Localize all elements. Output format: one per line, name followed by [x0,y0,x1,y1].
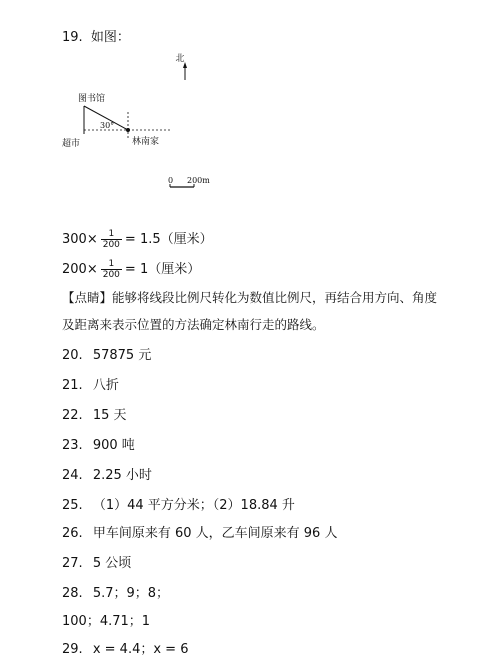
calc1-result: = 1.5（厘米） [124,232,213,247]
answer-number: 29. [62,642,83,657]
answer-text: 甲车间原来有 60 人，乙车间原来有 96 人 [92,526,338,541]
fraction-denominator: 200 [102,240,120,250]
answer-text: x = 4.4；x = 6 [92,642,189,657]
question-19-header [62,26,130,45]
answer-row [62,552,131,571]
library-label: 图书馆 [78,94,106,104]
home-label: 林南家 [132,137,160,147]
answer-number: 22. [62,408,83,423]
answer-row [62,494,295,513]
comment-line-1 [62,284,462,311]
calc2-result: = 1（厘米） [124,262,201,277]
answer-text: 15 天 [92,408,127,423]
answer-row [62,522,337,541]
calc1-left: 300 [62,232,87,247]
answer-text: 900 吨 [92,438,135,453]
calc2-left: 200 [62,262,87,277]
answer-row [62,374,119,393]
fraction-numerator: 1 [101,229,122,240]
answer-row [62,464,152,483]
answer-row [62,404,127,423]
supermarket-label: 超市 [62,139,81,149]
answer-number: 23. [62,438,83,453]
answer-number: 24. [62,468,83,483]
answer-text: 5.7；9；8； [92,586,170,601]
answer-row [62,344,151,363]
calculation-2 [62,258,200,280]
answer-number: 25. [62,498,83,513]
answer-text: 八折 [92,378,119,393]
comment-text-1: 能够将线段比例尺转化为数值比例尺，再结合用方向、角度 [112,290,438,305]
answer-row [62,434,135,453]
question-text: 如图： [90,30,130,45]
times-sign: × [86,262,98,277]
answer-number: 21. [62,378,83,393]
answer-number: 28. [62,586,83,601]
answer-row [62,582,169,601]
answer-number: 27. [62,556,83,571]
angle-label: 30° [100,121,115,130]
answer-number: 20. [62,348,83,363]
answer-number: 26. [62,526,83,541]
calculation-1 [62,228,213,250]
answer-text: （1）44 平方分米；（2）18.84 升 [92,498,295,513]
comment-tag: 【点睛】 [62,290,113,305]
answer-text: 57875 元 [92,348,152,363]
times-sign: × [86,232,98,247]
answer-text: 5 公顷 [92,556,132,571]
scale-value-label: 200m [187,176,210,185]
comment-line-2: 及距离来表示位置的方法确定林南行走的路线。 [62,317,325,332]
fraction [101,229,122,250]
answer-row [62,610,150,629]
fraction-numerator: 1 [101,259,122,270]
fraction [101,259,122,280]
answer-text: 100；4.71；1 [62,614,151,629]
question-number: 19. [62,30,83,45]
route-diagram [60,50,240,200]
answer-row [62,638,188,657]
home-point [126,128,130,132]
fraction-denominator: 200 [102,270,120,280]
answer-text: 2.25 小时 [92,468,152,483]
comment-paragraph [62,284,462,338]
scale-zero-label: 0 [168,176,174,185]
north-label: 北 [175,54,185,64]
